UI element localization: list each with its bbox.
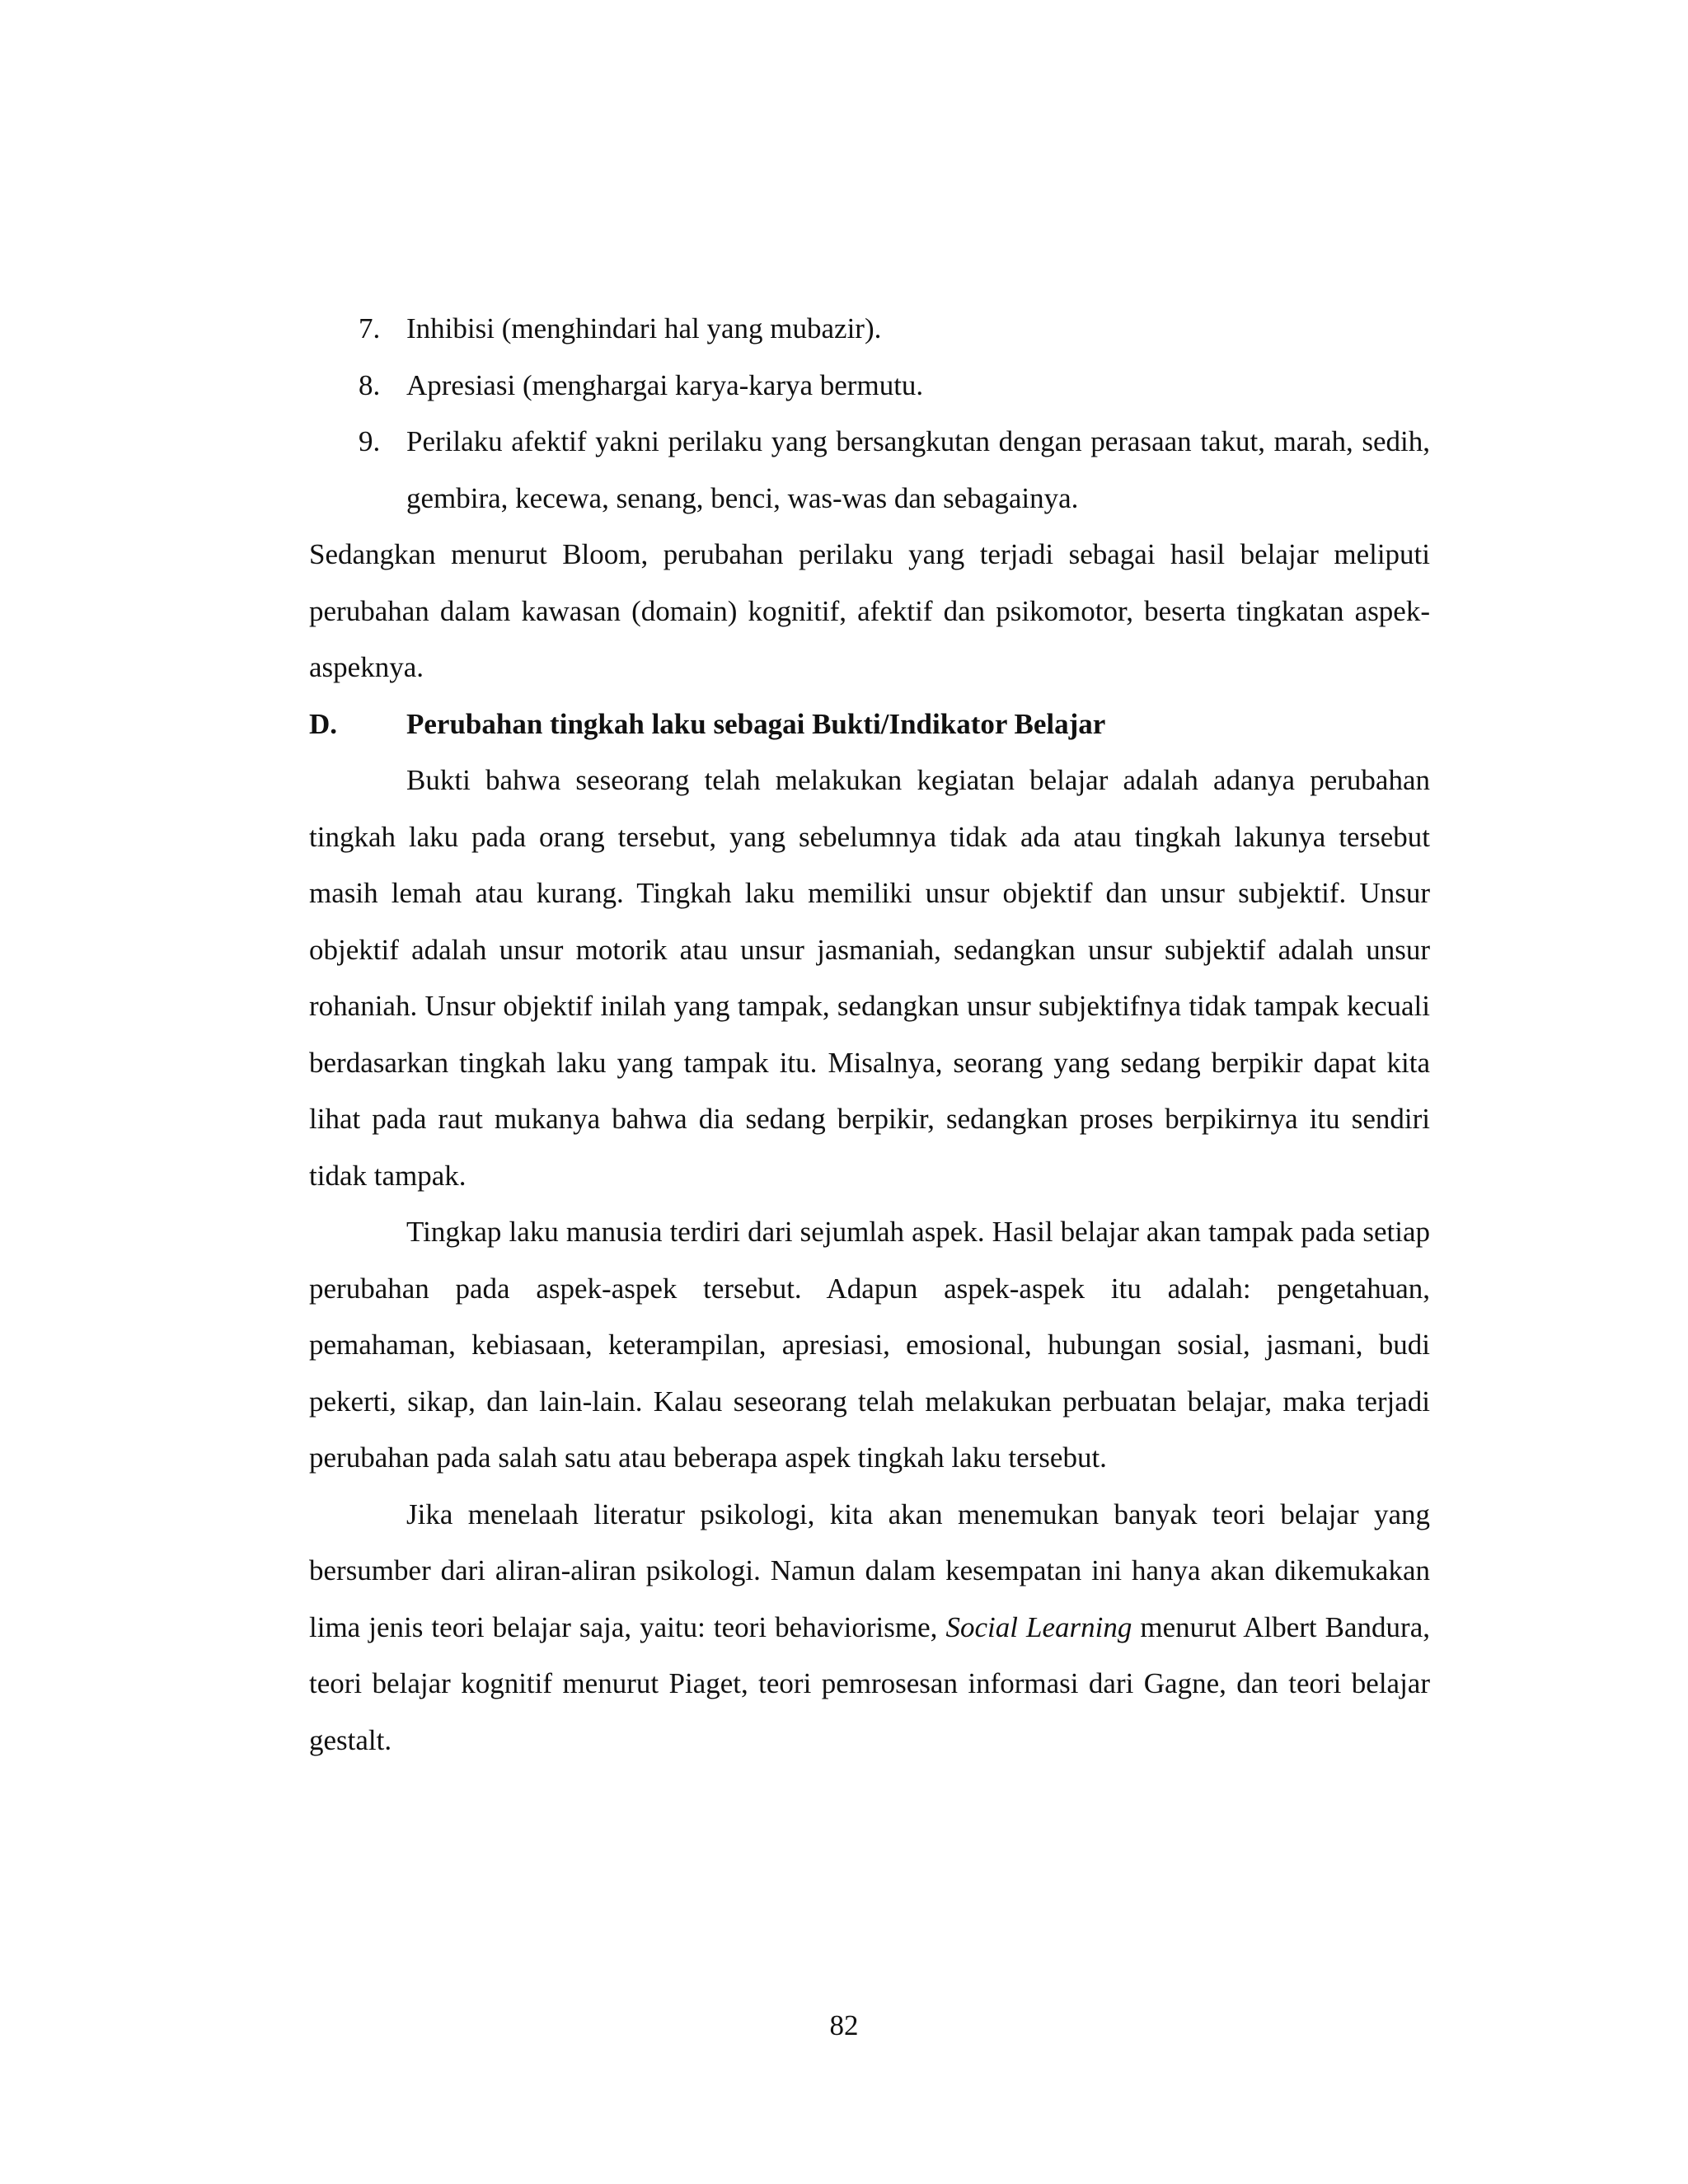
paragraph-teori-part2: menurut Albert Bandura, teori belajar kognitif menurut Piaget, teori pemrosesan informasi dari Gagne, dan teori belajar gestalt. — [309, 1610, 1430, 1756]
list-item-text: Inhibisi (menghindari hal yang mubazir). — [406, 312, 882, 344]
paragraph-teori-italic: Social Learning — [945, 1610, 1132, 1643]
paragraph-bukti: Bukti bahwa seseorang telah melakukan kegiatan belajar adalah adanya perubahan tingkah laku pada orang tersebut, yang sebelumnya tidak ada atau tingkah lakunya tersebut masih lemah atau kurang. Tingkah laku memiliki unsur objektif dan unsur subjektif. Unsur objektif adalah unsur motorik atau unsur jasmaniah, sedangkan unsur subjektif adalah unsur rohaniah. Unsur objektif inilah yang tampak, sedangkan unsur subjektifnya tidak tampak kecuali berdasarkan tingkah laku yang tampak itu. Misalnya, seorang yang sedang berpikir dapat kita lihat pada raut mukanya bahwa dia sedang berpikir, sedangkan proses berpikirnya itu sendiri tidak tampak. — [309, 764, 1430, 1192]
list-item-7 — [309, 301, 1430, 358]
list-item-8 — [309, 358, 1430, 415]
list-item-text: Perilaku afektif yakni perilaku yang bersangkutan dengan perasaan takut, marah, sedih, gembira, kecewa, senang, benci, was-was dan sebagainya. — [406, 425, 1430, 514]
section-title: Perubahan tingkah laku sebagai Bukti/Indikator Belajar — [406, 707, 1106, 740]
body-text — [309, 301, 1430, 1769]
page-number: 82 — [829, 2009, 859, 2041]
paragraph-bloom: Sedangkan menurut Bloom, perubahan perilaku yang terjadi sebagai hasil belajar meliputi perubahan dalam kawasan (domain) kognitif, afektif dan psikomotor, beserta tingkatan aspek-aspeknya. — [309, 538, 1430, 683]
paragraph-teori-part1: Jika menelaah literatur psikologi, kita akan menemukan banyak teori belajar yang bersumber dari aliran-aliran psikologi. Namun dalam kesempatan ini hanya akan dikemukakan lima jenis teori belajar saja, yaitu: teori behaviorisme, — [309, 1497, 1430, 1643]
section-heading — [309, 696, 1430, 753]
list-number: 7. — [359, 312, 381, 344]
paragraph-aspek: Tingkap laku manusia terdiri dari sejumlah aspek. Hasil belajar akan tampak pada setiap perubahan pada aspek-aspek tersebut. Adapun aspek-aspek itu adalah: pengetahuan, pemahaman, kebiasaan, keterampilan, apresiasi, emosional, hubungan sosial, jasmani, budi pekerti, sikap, dan lain-lain. Kalau seseorang telah melakukan perbuatan belajar, maka terjadi perubahan pada salah satu atau beberapa aspek tingkah laku tersebut. — [309, 1216, 1430, 1474]
list-number: 8. — [359, 368, 381, 401]
section-letter: D. — [309, 707, 338, 740]
list-item-text: Apresiasi (menghargai karya-karya bermutu. — [406, 368, 924, 401]
paragraph-teori — [309, 1487, 1430, 1769]
list-item-9 — [309, 414, 1430, 527]
list-number: 9. — [359, 425, 381, 457]
